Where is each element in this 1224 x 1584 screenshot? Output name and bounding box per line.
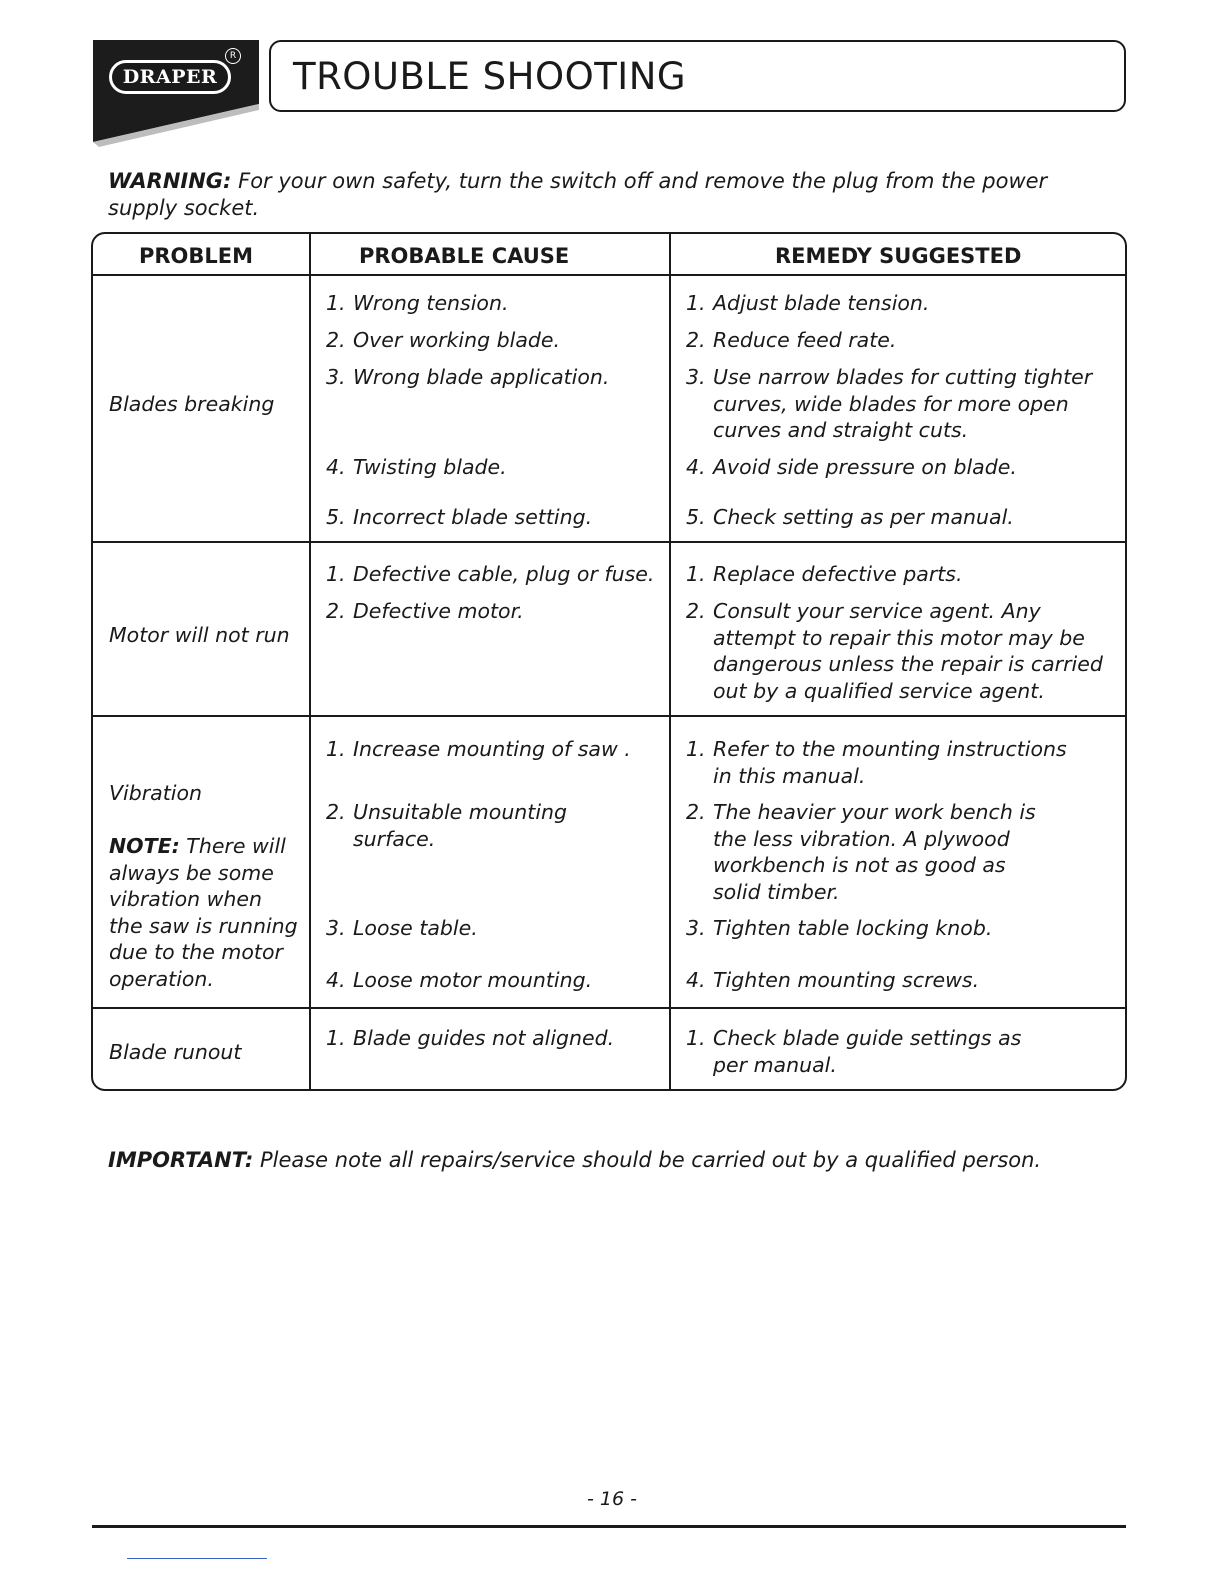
header-problem: PROBLEM xyxy=(139,244,254,268)
warning-note xyxy=(108,168,1108,222)
page-title-box xyxy=(269,40,1126,112)
remedy-item: 1. Refer to the mounting instructions in this manual. xyxy=(686,737,1067,788)
warning-text-continued: supply socket. xyxy=(108,196,260,220)
remedy-item: 4. Tighten mounting screws. xyxy=(686,968,980,992)
cause-item: 4. Loose motor mounting. xyxy=(326,968,593,992)
row-divider xyxy=(93,715,1125,717)
important-text: Please note all repairs/service should be carried out by a qualified person. xyxy=(253,1148,1042,1172)
cause-item: 2. Defective motor. xyxy=(326,599,524,623)
troubleshooting-table xyxy=(91,232,1127,1091)
remedy-item: 5. Check setting as per manual. xyxy=(686,505,1014,529)
footer-link-underline xyxy=(127,1558,267,1559)
cause-item: 2. Over working blade. xyxy=(326,328,561,352)
problem-vibration: Vibration xyxy=(109,781,202,805)
remedy-item: 4. Avoid side pressure on blade. xyxy=(686,455,1017,479)
cause-item: 2. Unsuitable mounting surface. xyxy=(326,800,568,851)
cause-item: 1. Wrong tension. xyxy=(326,291,509,315)
remedy-item: 3. Use narrow blades for cutting tighter curves, wide blades for more open curves and straight cuts. xyxy=(686,365,1093,442)
remedy-item: 3. Tighten table locking knob. xyxy=(686,916,993,940)
header-remedy-suggested: REMEDY SUGGESTED xyxy=(775,244,1022,268)
cause-item: 5. Incorrect blade setting. xyxy=(326,505,593,529)
cause-item: 4. Twisting blade. xyxy=(326,455,507,479)
problem-blade-runout: Blade runout xyxy=(109,1040,242,1064)
important-label: IMPORTANT: xyxy=(108,1148,254,1172)
cause-item: 1. Defective cable, plug or fuse. xyxy=(326,562,655,586)
page-number: - 16 - xyxy=(587,1488,637,1510)
remedy-item: 2. Reduce feed rate. xyxy=(686,328,897,352)
row-divider xyxy=(93,541,1125,543)
warning-label: WARNING: xyxy=(108,169,232,193)
header-divider xyxy=(93,274,1125,276)
brand-name: DRAPER xyxy=(122,66,218,88)
brand-badge xyxy=(109,60,231,94)
remedy-item: 1. Check blade guide settings as per manual. xyxy=(686,1026,1022,1077)
page-title: TROUBLE SHOOTING xyxy=(293,54,687,98)
header-probable-cause: PROBABLE CAUSE xyxy=(359,244,570,268)
important-note xyxy=(108,1146,1041,1174)
row-divider xyxy=(93,1007,1125,1009)
vibration-note: NOTE: There will always be some vibration when the saw is running due to the motor operation. xyxy=(109,834,298,991)
problem-motor-will-not-run: Motor will not run xyxy=(109,623,290,647)
cause-item: 3. Loose table. xyxy=(326,916,478,940)
column-divider xyxy=(309,234,311,1089)
registered-mark: R xyxy=(225,48,241,64)
problem-blades-breaking: Blades breaking xyxy=(109,392,275,416)
remedy-item: 1. Adjust blade tension. xyxy=(686,291,930,315)
warning-text: For your own safety, turn the switch off and remove the plug from the power xyxy=(231,169,1048,193)
remedy-item: 2. Consult your service agent. Any attempt to repair this motor may be dangerous unless the repair is carried out by a qualified service agent. xyxy=(686,599,1103,703)
footer-divider xyxy=(92,1525,1126,1528)
column-divider xyxy=(669,234,671,1089)
remedy-item: 2. The heavier your work bench is the less vibration. A plywood workbench is not as good as solid timber. xyxy=(686,800,1036,904)
cause-item: 1. Blade guides not aligned. xyxy=(326,1026,615,1050)
cause-item: 1. Increase mounting of saw . xyxy=(326,737,631,761)
remedy-item: 1. Replace defective parts. xyxy=(686,562,963,586)
cause-item: 3. Wrong blade application. xyxy=(326,365,610,389)
draper-logo xyxy=(93,40,259,147)
